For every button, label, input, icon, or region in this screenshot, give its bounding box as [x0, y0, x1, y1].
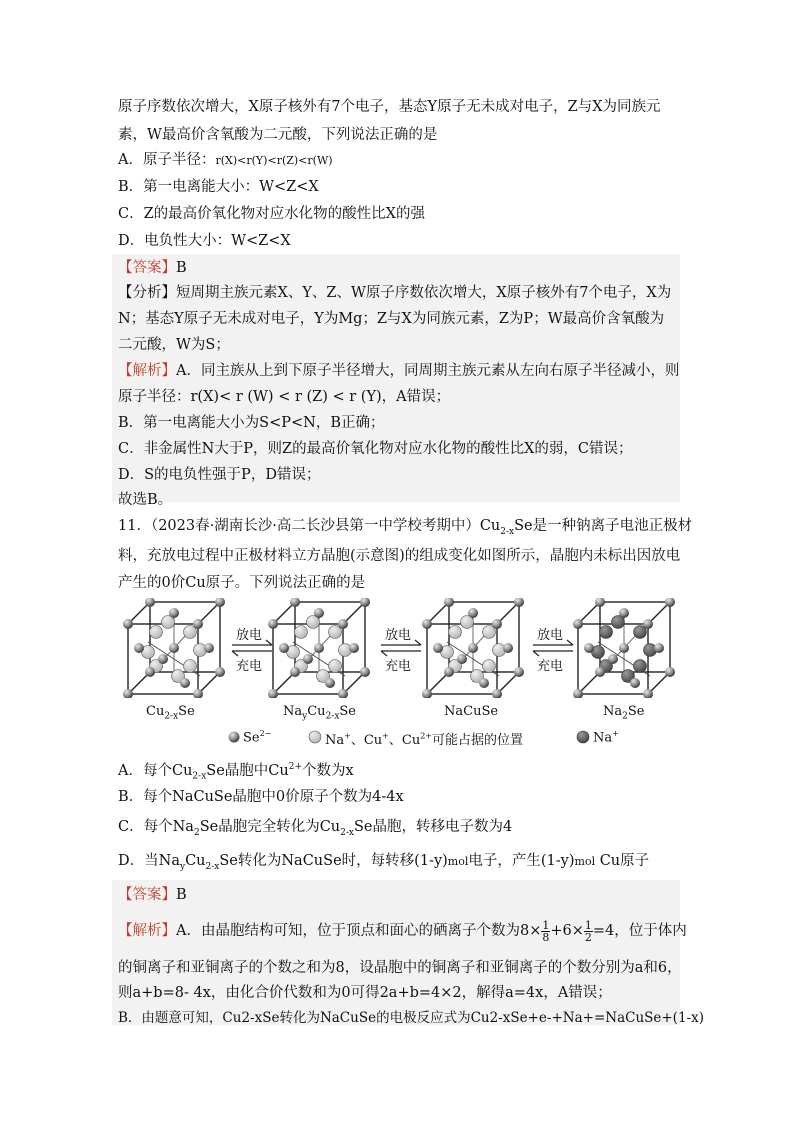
q11-stem-line3: 产生的0价Cu原子。下列说法正确的是 [118, 575, 366, 591]
q10-option-b: B．第一电离能大小：W<Z<X [118, 179, 319, 195]
q11-explanation-line3: 则a+b=8- 4x，由化合价代数和为0可得2a+b=4×2，解得a=4x，A错误； [118, 985, 612, 1001]
q11-explanation-line4: B．由题意可知，Cu2-xSe转化为NaCuSe的电极反应式为Cu2-xSe+e-+Na+=NaCuSe+(1-x) [118, 1010, 704, 1026]
q11-option-a: A．每个$Cu_{2-x}Se$晶胞中$Cu^{2+}$个数为x [118, 762, 354, 782]
caption-cu2-xse: $Cu_{2-x}Se$ [146, 704, 195, 722]
q10-explanation-line2: 原子半径：r(X)< r (W) < r (Z) < r (Y)，A错误； [118, 389, 451, 405]
q10-explanation-line4: C．非金属性N大于P，则Z的最高价氧化物对应水化物的酸性比X的弱，C错误； [118, 441, 633, 457]
discharge-label-1: 放电 [236, 628, 263, 643]
q10-stem-line1: 原子序数依次增大，X原子核外有7个电子，基态Y原子无未成对电子，Z与X为同族元 [118, 99, 661, 115]
cell-na2se [573, 598, 675, 698]
q10-option-c: C．Z的最高价氧化物对应水化物的酸性比X的强 [118, 206, 425, 222]
q10-stem-line2: 素，W最高价含氧酸为二元酸，下列说法正确的是 [118, 127, 438, 143]
discharge-label-3: 放电 [537, 628, 564, 643]
legend-site-marker [309, 731, 321, 743]
q10-answer: 【答案】B [118, 260, 187, 276]
q10-option-a-formula: r(X)<r(Y)<r(Z)<r(W) [215, 154, 333, 167]
legend-site-label: Na+、Cu+、$Cu^{2+}$可能占据的位置 [325, 731, 524, 748]
charge-label-1: 充电 [236, 659, 263, 674]
q10-analysis-line3: 二元酸，W为S； [118, 337, 230, 353]
cell-naycu2-xse [268, 598, 370, 698]
q10-analysis-line1: 【分析】短周期主族元素X、Y、Z、W原子序数依次增大，X原子核外有7个电子，X为 [118, 285, 672, 301]
q11-option-c: C．每个$Na_2Se$晶胞完全转化为$Cu_{2-x}Se$晶胞，转移电子数为4 [118, 819, 513, 838]
q10-explanation-line6: 故选B。 [118, 492, 173, 508]
cell-nacuse [422, 598, 524, 698]
charge-label-3: 充电 [537, 659, 564, 674]
charge-label-2: 充电 [385, 659, 412, 674]
q11-stem-line2: 料，充放电过程中正极材料立方晶胞(示意图)的组成变化如图所示，晶胞内未标出因放电 [118, 548, 681, 564]
formula-cu2-xse: $Cu_{2-x}Se$ [479, 518, 533, 537]
legend-se-label: $Se^{2-}$ [243, 729, 272, 746]
q11-option-d: D．当$Na_yCu_{2-x}Se$转化为NaCuSe时，每转移(1-y)mol电子，产生(1-y)mol Cu原子 [118, 853, 650, 872]
q11-answer: 【答案】B [118, 887, 187, 903]
q10-analysis-line2: N；基态Y原子无未成对电子，Y为Mg；Z与X为同族元素，Z为P；W最高价含氧酸为 [118, 311, 665, 327]
q11-option-b: B．每个NaCuSe晶胞中0价原子个数为4-4x [118, 789, 404, 805]
q10-explanation-line5: D．S的电负性强于P，D错误； [118, 467, 321, 483]
q10-option-a: A．原子半径：r(X)<r(Y)<r(Z)<r(W) [118, 152, 333, 168]
fraction-1-2: $\frac{1}{2}$ [584, 918, 592, 944]
discharge-label-2: 放电 [385, 628, 412, 643]
caption-na2se: $Na_2Se$ [603, 704, 645, 722]
fraction-1-8: $\frac{1}{8}$ [542, 918, 550, 944]
legend-se-marker [229, 732, 240, 743]
q10-option-d: D．电负性大小：W<Z<X [118, 233, 291, 249]
q11-stem-line1: 11．（2023春·湖南长沙·高二长沙县第一中学校考期中）$Cu_{2-x}Se$是一种钠离子电池正极材 [118, 518, 693, 537]
q11-answer-box [112, 880, 680, 1025]
crystal-cell-figure [0, 598, 800, 698]
legend-na-label: Na+ [593, 729, 619, 746]
caption-nacuse: NaCuSe [444, 704, 499, 719]
q11-explanation-line2: 的铜离子和亚铜离子的个数之和为8，设晶胞中的铜离子和亚铜离子的个数分别为a和6， [118, 960, 682, 976]
q11-explanation-line1: 【解析】A．由晶胞结构可知，位于顶点和面心的硒离子个数为8× $\frac{1}{8}$ +6× $\frac{1}{2}$ =4，位于体内 [118, 918, 687, 944]
cell-cu2-xse [123, 598, 225, 698]
caption-naycu2-xse: $Na_yCu_{2-x}Se$ [283, 704, 357, 722]
q10-explanation-line3: B．第一电离能大小为S<P<N，B正确； [118, 415, 385, 431]
q10-explanation-line1: 【解析】A．同主族从上到下原子半径增大，同周期主族元素从左向右原子半径减小，则 [118, 363, 680, 379]
legend-na-marker [577, 731, 589, 743]
